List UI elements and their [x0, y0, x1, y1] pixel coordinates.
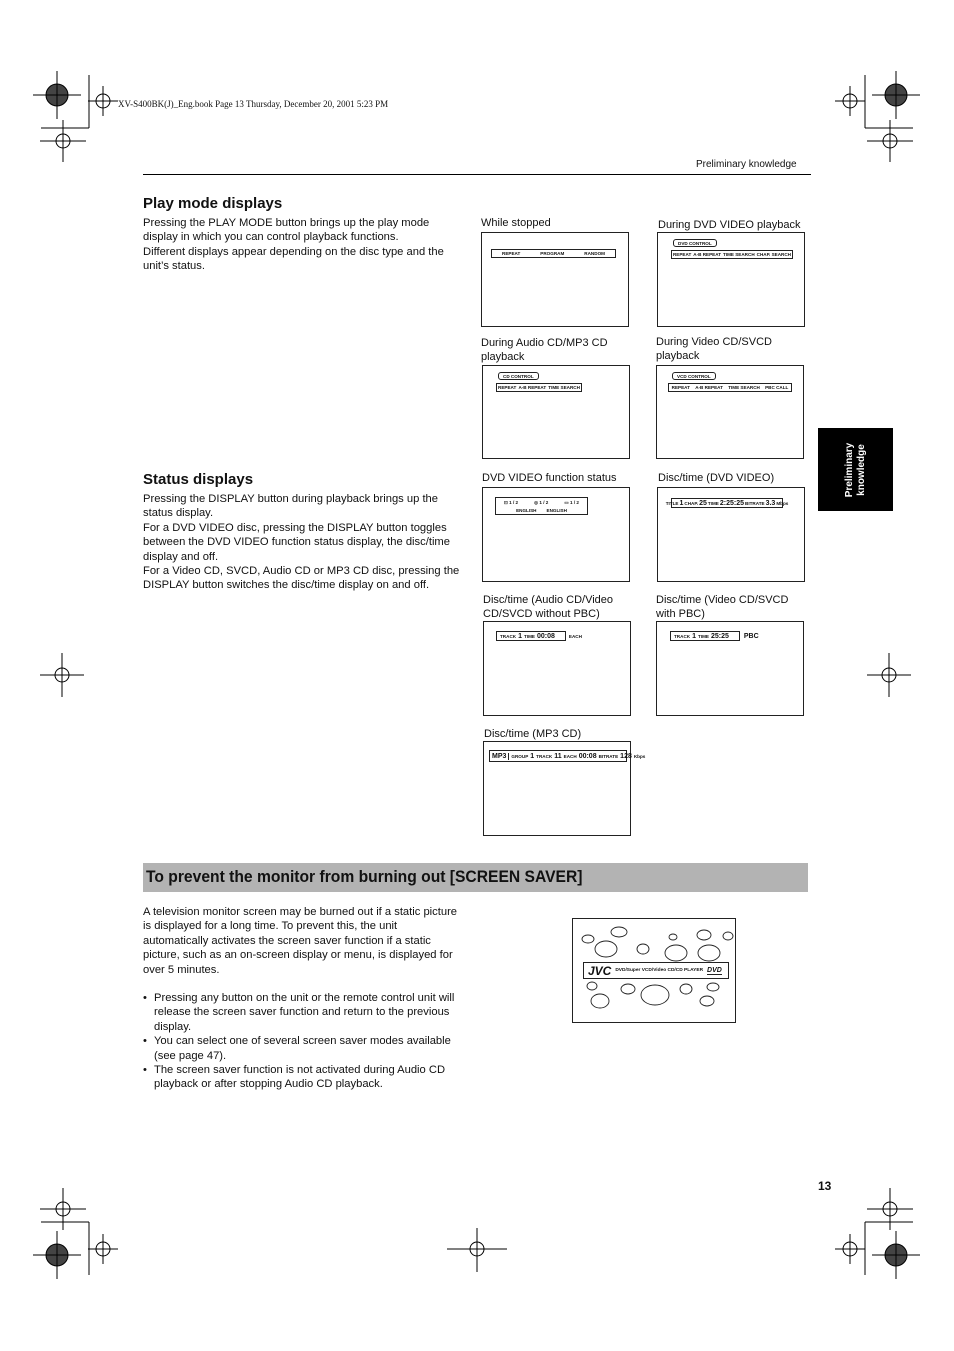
caption-mp3-time: Disc/time (MP3 CD) — [484, 728, 582, 740]
dvd-logo: DVD — [707, 966, 722, 974]
caption-vcd-pbc: Disc/time (Video CD/SVCD with PBC) — [656, 594, 789, 620]
time-value: 00:08 — [578, 752, 597, 760]
bar-item: TIME SEARCH — [548, 385, 580, 390]
time-label: TIME — [697, 633, 709, 639]
bar-item: A-B REPEAT — [518, 385, 547, 390]
track-label: TRACK — [674, 633, 691, 639]
file-header: XV-S400BK(J)_Eng.book Page 13 Thursday, December 20, 2001 5:23 PM — [118, 99, 389, 109]
bar-item: TIME SEARCH — [728, 385, 760, 390]
track-label: TRACK — [536, 753, 553, 759]
group-value: 1 — [530, 752, 535, 760]
caption-while-stopped: While stopped — [481, 217, 551, 229]
bitrate-label: BITRATE — [598, 753, 619, 759]
bullet-item: • You can select one of several screen saver modes available (see page 47). — [143, 1034, 463, 1063]
chapter-value: 25 — [699, 499, 707, 507]
side-tab — [818, 428, 893, 511]
screen-saver-bullets — [143, 991, 463, 1092]
vcd-control-label: VCD CONTROL — [672, 372, 716, 380]
time-label: TIME — [707, 500, 719, 506]
track-value: 11 — [554, 752, 562, 760]
screen-vcd-pbc — [656, 621, 804, 716]
mp3-time-bar — [489, 750, 646, 762]
track-value: 1 — [518, 632, 522, 640]
vcd-control-bar — [668, 383, 792, 392]
subtitle-language: ENGLISH — [546, 508, 567, 513]
status-text — [143, 492, 461, 593]
title-label: TITLE — [665, 500, 679, 506]
bar-item: PBC CALL — [765, 385, 789, 390]
screen-mp3-time — [483, 741, 646, 836]
screen-video-cd — [656, 365, 804, 459]
status-para: Pressing the DISPLAY button during playback brings up the status display. — [143, 493, 438, 520]
bitrate-value: 128 — [620, 752, 632, 760]
function-status-row — [496, 500, 587, 506]
pbc-label: PBC — [739, 633, 759, 640]
title-value: 1 — [679, 499, 684, 507]
caption-dvd-time: Disc/time (DVD VIDEO) — [658, 472, 775, 484]
jvc-logo: JVC — [588, 963, 612, 978]
bitrate-value: 3.3 — [765, 499, 776, 507]
bar-item: REPEAT — [672, 252, 692, 257]
time-value: 25:25 — [710, 632, 729, 640]
each-label: EACH — [563, 753, 577, 759]
time-label: TIME — [523, 633, 535, 639]
play-mode-para: Pressing the PLAY MODE button brings up the play mode display in which you can control playback functions. — [143, 217, 430, 244]
caption-dvd-playback: During DVD VIDEO playback — [658, 219, 801, 231]
dvd-time-bar — [665, 498, 789, 508]
bullet-item: • Pressing any button on the unit or the remote control unit will release the screen saver function and return to the previous display. — [143, 991, 463, 1034]
bar-item: CHAP. SEARCH — [756, 252, 791, 257]
product-name: DVD/Super VCD/Video CD/CD PLAYER — [615, 968, 704, 973]
cd-control-bar — [496, 383, 582, 392]
chapter-label: CHAP. — [684, 500, 699, 506]
jvc-banner — [583, 962, 729, 979]
vcd-pbc-bar — [670, 631, 759, 641]
cd-control-label: CD CONTROL — [498, 372, 539, 380]
bar-item: A-B REPEAT — [695, 385, 723, 390]
status-para: For a Video CD, SVCD, Audio CD or MP3 CD disc, pressing the DISPLAY button switches the disc/time display on and off. — [143, 565, 460, 592]
screen-saver-illustration — [572, 918, 736, 1023]
audio-icon: ◎ 1 / 2 — [534, 500, 549, 505]
dvd-control-bar — [671, 250, 793, 259]
track-label: TRACK — [500, 633, 517, 639]
play-mode-text — [143, 216, 461, 274]
mp3-label: MP3 — [492, 753, 509, 760]
function-status-bar — [495, 497, 588, 515]
audio-language: ENGLISH — [516, 508, 537, 513]
caption-cd-time: Disc/time (Audio CD/Video CD/SVCD without PBC) — [483, 594, 614, 620]
play-mode-bar — [491, 249, 616, 258]
screen-cd-time — [483, 621, 631, 716]
bitrate-unit: Mbps — [776, 500, 789, 506]
each-label: EACH — [568, 633, 582, 639]
screen-saver-text — [143, 905, 463, 1092]
angle-icon: ⊡ 1 / 2 — [504, 500, 519, 505]
screen-saver-title: To prevent the monitor from burning out [SCREEN SAVER] — [146, 867, 583, 886]
bar-item: REPEAT — [498, 385, 517, 390]
caption-audio-cd: During Audio CD/MP3 CD playback — [481, 337, 608, 363]
screen-dvd-function — [482, 487, 630, 582]
screen-while-stopped — [481, 232, 629, 327]
status-title: Status displays — [143, 471, 254, 488]
time-value: 2:25:25 — [719, 499, 744, 507]
caption-video-cd: During Video CD/SVCD playback — [656, 336, 772, 362]
caption-dvd-function: DVD VIDEO function status — [482, 472, 617, 484]
bar-item: RANDOM — [584, 251, 605, 256]
side-tab-label: Preliminary knowledge — [843, 442, 867, 497]
page-number: 13 — [818, 1179, 832, 1193]
subtitle-icon: ▭ 1 / 2 — [564, 500, 579, 505]
function-language-row — [496, 508, 587, 513]
cd-time-bar — [496, 631, 582, 641]
bar-item: TIME SEARCH — [722, 252, 755, 257]
dvd-control-label: DVD CONTROL — [673, 239, 717, 247]
play-mode-title: Play mode displays — [143, 195, 283, 212]
bitrate-unit: Kbps — [633, 753, 646, 759]
bar-item: REPEAT — [502, 251, 521, 256]
screen-saver-intro: A television monitor screen may be burned out if a static picture is displayed for a long time. To prevent this, the unit automatically activates the screen saver function if a static picture, such as an on-screen display or menu, is displayed for over 5 minutes. — [143, 906, 458, 976]
header-rule — [143, 174, 811, 175]
time-value: 00:08 — [536, 632, 555, 640]
screen-dvd-playback — [657, 232, 805, 327]
bar-item: PROGRAM — [540, 251, 565, 256]
bar-item: REPEAT — [671, 385, 690, 390]
play-mode-para: Different displays appear depending on the disc type and the unit’s status. — [143, 245, 444, 273]
bar-item: A-B REPEAT — [693, 252, 721, 257]
bitrate-label: BITRATE — [745, 500, 765, 506]
screen-saver-banner — [143, 863, 808, 892]
track-value: 1 — [692, 632, 696, 640]
screen-dvd-time — [657, 487, 805, 582]
running-head: Preliminary knowledge — [696, 159, 797, 170]
screen-audio-cd — [482, 365, 630, 459]
status-para: For a DVD VIDEO disc, pressing the DISPLAY button toggles between the DVD VIDEO function status display, the disc/time display and off. — [143, 521, 450, 563]
group-label: GROUP — [511, 753, 529, 759]
bullet-item: • The screen saver function is not activated during Audio CD playback or after stopping Audio CD playback. — [143, 1063, 463, 1092]
